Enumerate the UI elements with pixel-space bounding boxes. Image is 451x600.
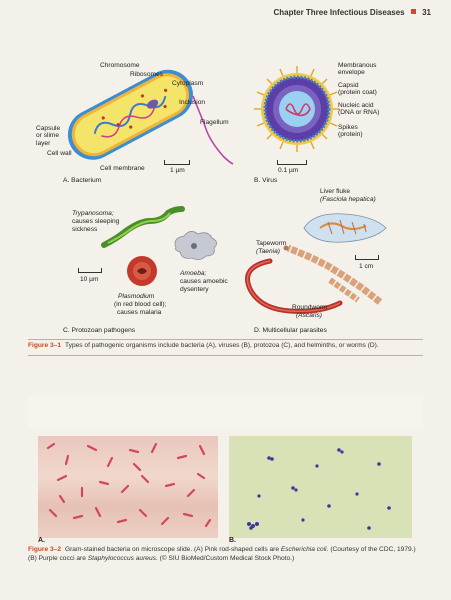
label-tapeworm: Tapeworm: [256, 240, 287, 247]
rod-cells-illustration: [38, 436, 218, 538]
label-ribosomes: Ribosomes: [130, 71, 163, 78]
label-amoeba: Amoeba;: [180, 270, 207, 277]
figure-3-2-species-a: Escherichia coli: [280, 546, 327, 553]
label-roundworm: Roundworm: [292, 304, 328, 311]
label-flagellum: Flagellum: [200, 119, 229, 126]
figure-3-2-text: Gram-stained bacteria on microscope slide. (A) Pink rod-shaped cells are: [64, 546, 281, 553]
amoeba-illustration: [170, 230, 220, 262]
label-amoeba-line2: causes amoebic: [180, 278, 228, 285]
label-liver-fluke-line2: (Fasciola hepatica): [320, 196, 376, 203]
running-header: [273, 8, 431, 17]
label-membranous-envelope: Membranous envelope: [338, 62, 377, 77]
label-plasmodium: Plasmodium: [118, 293, 155, 300]
header-square-icon: [411, 9, 416, 14]
figure-3-2-species-b: Staphylococcus aureus: [87, 555, 156, 562]
caption-bacterium: A. Bacterium: [63, 177, 102, 184]
caption-virus: B. Virus: [254, 177, 278, 184]
photo-a-label: A.: [38, 537, 45, 544]
label-nucleic-acid: Nucleic acid (DNA or RNA): [338, 102, 380, 117]
label-scale-10um: 10 µm: [80, 276, 99, 283]
label-spikes: Spikes (protein): [338, 124, 363, 139]
caption-multicellular: D. Multicellular parasites: [254, 327, 327, 334]
section-title: Infectious Diseases: [329, 8, 405, 17]
label-scale-1um: 1 µm: [170, 167, 185, 174]
roundworm-illustration: [230, 255, 350, 315]
page-number: 31: [422, 8, 431, 17]
label-roundworm-line2: (Ascaris): [296, 312, 323, 319]
figure-3-1-text: Types of pathogenic organisms include bacteria (A), viruses (B), protozoa (C), and helminths, or worms (D).: [64, 342, 379, 349]
label-chromosome: Chromosome: [100, 62, 140, 69]
label-liver-fluke: Liver fluke: [320, 188, 351, 195]
label-cytoplasm: Cytoplasm: [172, 80, 204, 87]
label-trypanosoma-line2: causes sleeping: [72, 218, 120, 225]
label-tapeworm-line2: (Taenia): [256, 248, 280, 255]
cocci-cells-illustration: [229, 436, 412, 538]
scale-bar: [277, 160, 307, 165]
figure-divider: [28, 355, 423, 356]
scale-bar: [78, 268, 102, 273]
photo-staphylococcus-aureus: [229, 436, 412, 538]
caption-protozoan: C. Protozoan pathogens: [63, 327, 136, 334]
virus-illustration: [252, 64, 342, 154]
scale-bar: [355, 255, 379, 260]
blank-region: [28, 395, 423, 429]
chapter-title: Chapter Three: [273, 8, 328, 17]
label-plasmodium-line3: causes malaria: [117, 309, 162, 316]
label-inclusion: Inclusion: [179, 99, 206, 106]
label-plasmodium-line2: (in red blood cell);: [114, 301, 167, 308]
label-trypanosoma-line3: sickness: [72, 226, 98, 233]
label-cell-membrane: Cell membrane: [100, 165, 145, 172]
label-capsid: Capsid (protein coat): [338, 82, 377, 97]
label-scale-0-1um: 0.1 µm: [278, 167, 299, 174]
scale-bar: [164, 160, 190, 165]
label-amoeba-line3: dysentery: [180, 286, 209, 293]
label-scale-1cm: 1 cm: [359, 263, 374, 270]
figure-3-2-caption: [28, 545, 426, 563]
figure-3-2-text: . (Courtesy of the CDC, 1979.) (B) Purple cocci are: [28, 546, 416, 562]
figure-3-1-label: Figure 3–1: [28, 342, 61, 349]
label-trypanosoma: Trypanosoma;: [72, 210, 114, 217]
figure-3-2-text: . (© SIU BioMed/Custom Medical Stock Photo.): [155, 555, 295, 562]
label-cell-wall: Cell wall: [47, 150, 72, 157]
photo-escherichia-coli: [38, 436, 218, 538]
figure-3-1-caption: [28, 341, 428, 350]
label-capsule: Capsule or slime layer: [36, 125, 61, 147]
plasmodium-illustration: [125, 254, 159, 288]
figure-divider: [28, 339, 423, 340]
photo-b-label: B.: [229, 537, 236, 544]
figure-3-2-label: Figure 3–2: [28, 546, 61, 553]
